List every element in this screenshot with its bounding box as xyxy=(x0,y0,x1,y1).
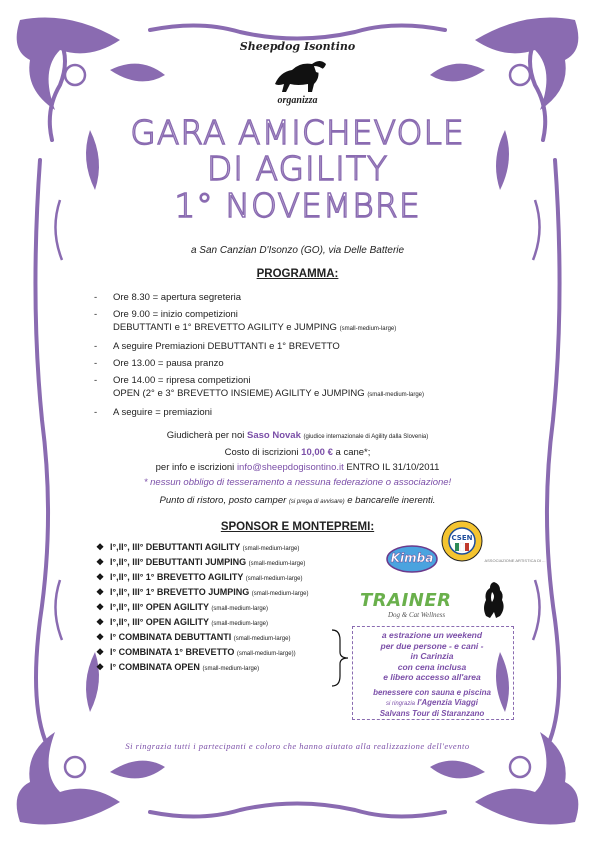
prize-list xyxy=(96,541,308,676)
contact-prefix: per info e iscrizioni xyxy=(155,462,235,473)
programma-item-text: Ore 14.00 = ripresa competizioni xyxy=(113,375,251,386)
contact-email-link[interactable]: info@sheepdogisontino.it xyxy=(236,462,344,473)
prize-item xyxy=(96,586,308,601)
weekend-prize-line: in Carinzia xyxy=(410,651,454,661)
prize-item xyxy=(96,571,308,586)
csen-logo-text: CSEN xyxy=(451,534,473,542)
curly-brace xyxy=(330,628,350,688)
weekend-prize-line: per due persone - e cani - xyxy=(380,640,484,651)
diamond-star-icon: ❖ xyxy=(96,572,105,582)
programma-item-small: (small-medium-large) xyxy=(367,392,424,398)
diamond-star-icon: ❖ xyxy=(96,557,105,567)
thanks-small: si ringrazia xyxy=(386,701,416,707)
venue-text: a San Canzian D'Isonzo (GO), via Delle Batterie xyxy=(190,245,405,256)
cost-line xyxy=(0,445,595,460)
ristoro-suffix: e bancarelle inerenti. xyxy=(347,495,436,506)
info-block xyxy=(0,428,595,490)
event-title-line2: DI AGILITY xyxy=(206,149,389,188)
prize-small: (small-medium-large)) xyxy=(236,651,296,657)
programma-item-text: A seguire Premiazioni DEBUTTANTI e 1° BREVETTO xyxy=(113,341,340,352)
programma-item-text: Ore 13.00 = pausa pranzo xyxy=(113,358,224,369)
weekend-prize-thanks xyxy=(352,688,512,719)
contact-deadline: ENTRO IL 31/10/2011 xyxy=(346,462,440,473)
programma-item-text: Ore 9.00 = inizio competizioni xyxy=(113,309,238,320)
no-membership-note: * nessun obbligo di tesseramento a nessuna federazione o associazione! xyxy=(143,477,452,488)
diamond-star-icon: ❖ xyxy=(96,542,105,552)
dash-bullet: - xyxy=(94,375,98,386)
diamond-star-icon: ❖ xyxy=(96,662,105,672)
prize-item xyxy=(96,646,308,661)
event-title-line3: 1° NOVEMBRE xyxy=(174,186,421,225)
programma-item xyxy=(94,291,424,304)
ristoro-prefix: Punto di ristoro, posto camper xyxy=(159,495,287,506)
judge-name: Saso Novak xyxy=(247,430,301,441)
weekend-prize-line: e libero accesso all'area xyxy=(383,672,481,682)
prize-small: (small-medium-large) xyxy=(242,546,300,552)
border-collie-icon xyxy=(270,54,330,94)
kimba-logo-text: Kimba xyxy=(390,551,434,565)
weekend-prize-line: benessere con sauna e piscina xyxy=(373,688,491,697)
travel-agency-name: l'Agenzia Viaggi xyxy=(417,698,478,707)
csen-logo xyxy=(440,519,484,563)
trainer-logo: TRAINER xyxy=(360,590,452,611)
dash-bullet: - xyxy=(94,407,98,418)
prize-small: (small-medium-large) xyxy=(202,666,260,672)
prize-small: (small-medium-large) xyxy=(245,576,303,582)
judge-line xyxy=(0,428,595,445)
cost-prefix: Costo di iscrizioni xyxy=(224,447,299,458)
footer-thanks: Si ringrazia tutti i partecipanti e coloro che hanno aiutato alla realizzazione dell'evento xyxy=(125,741,470,751)
prize-label: I°,II°, III° OPEN AGILITY xyxy=(110,617,209,627)
prize-label: I°,II°, III° DEBUTTANTI AGILITY xyxy=(110,542,241,552)
prize-label: I°,II°, III° 1° BREVETTO AGILITY xyxy=(110,572,244,582)
prize-item xyxy=(96,631,308,646)
travel-agency-location: Salvans Tour di Staranzano xyxy=(379,709,485,718)
prize-small: (small-medium-large) xyxy=(251,591,309,597)
prize-label: I°,II°, III° 1° BREVETTO JUMPING xyxy=(110,587,250,597)
weekend-prize-text xyxy=(352,630,512,683)
programma-item xyxy=(94,340,424,353)
diamond-star-icon: ❖ xyxy=(96,587,105,597)
event-title-line1: GARA AMICHEVOLE xyxy=(130,113,465,152)
dash-bullet: - xyxy=(94,358,98,369)
prize-item xyxy=(96,541,308,556)
prize-small: (small-medium-large) xyxy=(211,621,269,627)
prize-label: I°,II°, III° DEBUTTANTI JUMPING xyxy=(110,557,247,567)
programma-list xyxy=(94,291,424,423)
prize-label: I°,II°, III° OPEN AGILITY xyxy=(110,602,209,612)
dash-bullet: - xyxy=(94,292,98,303)
prize-label: I° COMBINATA 1° BREVETTO xyxy=(110,647,235,657)
programma-item-text: Ore 8.30 = apertura segreteria xyxy=(113,292,242,303)
dash-bullet: - xyxy=(94,309,98,320)
programma-item-text: DEBUTTANTI e 1° BREVETTO AGILITY e JUMPING xyxy=(113,322,337,333)
weekend-prize-line: con cena inclusa xyxy=(397,661,467,672)
organizza-label: organizza xyxy=(277,95,318,106)
prize-label: I° COMBINATA DEBUTTANTI xyxy=(110,632,232,642)
cost-value: 10,00 € xyxy=(301,447,333,458)
ristoro-small: (si prega di avvisare) xyxy=(288,499,345,505)
dash-bullet: - xyxy=(94,341,98,352)
prize-item xyxy=(96,661,308,676)
programma-item xyxy=(94,357,424,370)
prize-item xyxy=(96,601,308,616)
trainer-logo-subtitle: Dog & Cat Wellness xyxy=(388,611,446,619)
diamond-star-icon: ❖ xyxy=(96,647,105,657)
programma-item-text: OPEN (2° e 3° BREVETTO INSIEME) AGILITY e JUMPING xyxy=(113,388,365,399)
ristoro-line xyxy=(0,495,595,506)
programma-item xyxy=(94,374,424,402)
club-name: Sheepdog Isontino xyxy=(239,40,356,53)
programma-item xyxy=(94,308,424,336)
prize-item xyxy=(96,556,308,571)
programma-item-small: (small-medium-large) xyxy=(339,326,397,332)
programma-heading: PROGRAMMA: xyxy=(256,268,339,280)
programma-item xyxy=(94,406,424,419)
prize-small: (small-medium-large) xyxy=(248,561,306,567)
judge-note: (giudice internazionale di Agility dalla Slovenia) xyxy=(303,434,429,440)
association-logo: ASSOCIAZIONE ARTISTICA DI ... xyxy=(484,558,546,563)
weekend-prize-line: a estrazione un weekend xyxy=(381,630,483,640)
contact-line xyxy=(0,460,595,475)
prize-small: (small-medium-large) xyxy=(211,606,269,612)
sponsor-heading: SPONSOR E MONTEPREMI: xyxy=(220,521,375,533)
diamond-star-icon: ❖ xyxy=(96,632,105,642)
judge-prefix: Giudicherà per noi xyxy=(166,430,245,441)
diamond-star-icon: ❖ xyxy=(96,617,105,627)
dog-silhouette-icon xyxy=(480,580,508,620)
prize-item xyxy=(96,616,308,631)
programma-item-text: A seguire = premiazioni xyxy=(113,407,213,418)
cost-suffix: a cane*; xyxy=(335,447,371,458)
prize-label: I° COMBINATA OPEN xyxy=(110,662,200,672)
diamond-star-icon: ❖ xyxy=(96,602,105,612)
prize-small: (small-medium-large) xyxy=(233,636,291,642)
